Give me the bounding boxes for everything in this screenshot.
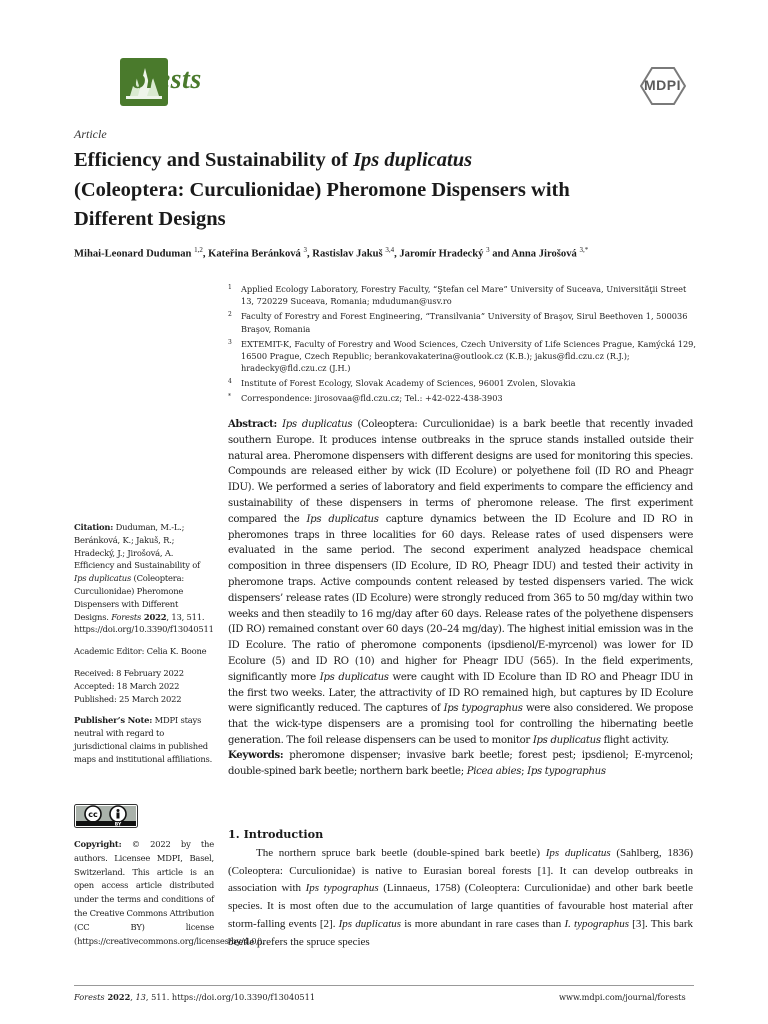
footer-divider [74, 985, 694, 986]
species-name: Ips duplicatus [545, 847, 611, 859]
footer-volume: , 13 [130, 992, 146, 1002]
title-species: Ips duplicatus [353, 149, 473, 171]
abstract-text: were also considered. We propose that the wick-type dispensers are a promising tool for controlling the hibernating beetle generation. The foil release dispensers can be used to monitor [228, 703, 693, 746]
abstract [228, 417, 693, 749]
abstract-text: (Coleoptera: Curculionidae) is a bark beetle that recently invaded southern Europe. It produces intense outbreaks in the spruce stands installed outside their natural area. Pheromone dispensers with different designs are used for monitoring this species. Compounds are released either by wick (ID Ecolure) or polyethene foil (ID RO and Pheagr IDU). We performed a series of laboratory and field experiments to compare the efficiency and sustainability of these dispensers in terms of pheromone release. The first experiment compared the [228, 419, 693, 525]
copyright-text: © 2022 by the authors. Licensee MDPI, Basel, Switzerland. This article is an open access article distributed under the terms and conditions of the Creative Commons Attribution (CC BY) license (https://creativecommons.org/licenses/by/4.0/). [74, 839, 265, 946]
journal-name: forests [122, 64, 202, 95]
affiliation-item [228, 283, 698, 308]
species-name: Ips typographus [305, 882, 379, 895]
affiliation-number: * [228, 393, 231, 401]
correspondence-item [228, 392, 698, 404]
academic-editor: Academic Editor: Celia K. Boone [74, 646, 207, 657]
body-text: (Linnaeus, 1758) (Coleoptera: Curculionidae) and other bark beetle species. It is most often due to the accumulation of large quantities of favourable host material after storm-falling events [2]. [228, 882, 693, 930]
author-affiliation-mark: 3 [486, 246, 490, 254]
author-name[interactable]: Jaromír Hradecký [399, 248, 484, 260]
title-part-1: Efficiency and Sustainability of [74, 149, 354, 171]
publisher-note-text: MDPI stays neutral with regard to jurisdictional claims in published maps and institutional affiliations. [74, 715, 213, 764]
citation-doi[interactable]: , 13, 511. https://doi.org/10.3390/f13040511 [74, 611, 214, 635]
affiliation-text: Faculty of Forestry and Forest Engineering, “Transilvania” University of Braşov, Sirul Beethoven 1, 500036 Braşov, Romania [241, 311, 688, 334]
copyright-label: Copyright: [74, 839, 122, 849]
title-part-2: (Coleoptera: Curculionidae) Pheromone Dispensers with [74, 178, 570, 201]
citation-text: Duduman, M.-L.; Beránková, K.; Jakuš, R.; Hradecký, J.; Jirošová, A. Efficiency and Sustainability of [74, 522, 200, 571]
body-text: is more abundant in rare cases than [401, 917, 565, 930]
species-name: Ips duplicatus [282, 419, 353, 430]
author-affiliation-mark: 3 [303, 246, 307, 254]
svg-text:cc: cc [88, 810, 98, 819]
author-name[interactable]: Rastislav Jakuš [312, 248, 383, 260]
species-name: Ips duplicatus [338, 917, 402, 930]
citation-journal: Forests [111, 611, 142, 622]
keywords-separator: ; [521, 765, 528, 777]
species-name: Ips duplicatus [532, 734, 601, 746]
citation-year: 2022 [141, 611, 167, 622]
affiliation-item [228, 310, 698, 335]
species-name: Ips duplicatus [74, 573, 132, 584]
footer-doi[interactable]: , 511. https://doi.org/10.3390/f13040511 [145, 992, 316, 1002]
received-date: Received: 8 February 2022 [74, 667, 184, 678]
species-name: I. typographus [564, 917, 630, 930]
paragraph [228, 845, 693, 951]
correspondence-text: Correspondence: jirosovaa@fld.czu.cz; Tel.: +42-022-438-3903 [241, 393, 503, 404]
affiliation-text: EXTEMIT-K, Faculty of Forestry and Wood Sciences, Czech University of Life Sciences Prague, Kamýcká 129, 16500 Prague, Czech Republic; berankovakaterina@outlook.cz (K.B.); jakus@fld.czu.cz (R.J.); hradecky@fld.czu.cz (J.H.) [241, 338, 696, 374]
species-name: Ips typographus [527, 765, 606, 777]
abstract-text: capture dynamics between the ID Ecolure and ID RO in pheromones traps in three localities for 60 days. Release rates of used dispensers were evaluated in the same period. The second experiment analyzed headspace chemical composition in three dispensers (ID Ecolure, ID RO, Pheagr IDU) and tested their activity in pheromone traps. Active compounds content released by tested dispensers varied. The wick dispensers’ release rates (ID Ecolure) were strongly reduced from 365 to 50 mg/day within two weeks and then steadily to 16 mg/day after 60 days. Release rates of the polyethene dispensers (ID RO) remained constant over 60 days (20–24 mg/day). The highest initial emission was in the ID Ecolure. The ratio of pheromone components (ipsdienol/E-myrcenol) was lower for ID Ecolure (5) and ID RO (10) and higher for Pheagr IDU (565). In the field experiments, significantly more [228, 513, 693, 683]
cc-badge-label: BY [114, 822, 122, 828]
affiliation-number: 3 [228, 338, 232, 346]
species-name: Ips typographus [443, 703, 523, 715]
citation-block [74, 521, 214, 636]
abstract-text: were caught with ID Ecolure than ID RO and Pheagr IDU in the first two weeks. Later, the attractivity of ID RO remained high, but captures by ID Ecolure were significantly reduced. The captures of [228, 671, 693, 715]
copyright-notice [74, 838, 265, 948]
keywords-label: Keywords: [228, 750, 284, 761]
mdpi-logo [640, 66, 686, 111]
accepted-date: Accepted: 18 March 2022 [74, 680, 180, 691]
species-name: Picea abies [466, 765, 522, 777]
species-name: Ips duplicatus [306, 513, 379, 525]
author-name[interactable]: Anna Jirošová [511, 248, 577, 260]
abstract-label: Abstract: [228, 419, 277, 430]
body-text: (Sahlberg, 1836) (Coleoptera: Curculionidae) is native to Eurasian boreal forests [1]. It can develop outbreaks in association with [228, 847, 693, 895]
keywords [228, 748, 693, 780]
title-part-3: Different Designs [74, 208, 226, 230]
author-affiliation-mark: 1,2 [194, 246, 203, 254]
species-name: Ips duplicatus [319, 671, 389, 683]
publisher-note-label: Publisher’s Note: [74, 715, 153, 726]
keywords-text: pheromone dispenser; invasive bark beetle; forest pest; ipsdienol; E-myrcenol; double-spined bark beetle; northern bark beetle; [228, 750, 693, 777]
article-type: Article [74, 127, 107, 141]
body-text: The northern spruce bark beetle (double-spined bark beetle) [256, 847, 546, 859]
affiliation-text: Institute of Forest Ecology, Slovak Academy of Sciences, 96001 Zvolen, Slovakia [241, 378, 576, 389]
author-list: Mihai-Leonard Duduman $^{1,2}$, Kateřina Beránková $^3$, Rastislav Jakuš $^{3,4}$, Jaromír Hradecký $^3$ and Anna Jirošová $^{3,*}$ [74, 246, 589, 260]
footer-year: 2022 [104, 992, 131, 1002]
publisher-name: MDPI [644, 77, 681, 93]
affiliation-number: 2 [228, 311, 232, 319]
published-date: Published: 25 March 2022 [74, 693, 182, 704]
publisher-note [74, 714, 214, 765]
author-affiliation-mark: 3,* [579, 246, 589, 254]
affiliation-item [228, 338, 698, 375]
author-affiliation-mark: 3,4 [385, 246, 395, 254]
article-sidebar [74, 521, 214, 775]
footer-journal-url[interactable]: www.mdpi.com/journal/forests [559, 992, 686, 1002]
section-heading: 1. Introduction [228, 827, 324, 841]
abstract-text: flight activity. [600, 734, 669, 746]
cc-by-license-icon[interactable] [74, 804, 138, 828]
article-title [74, 146, 694, 235]
affiliation-item [228, 377, 698, 389]
footer-citation [74, 992, 315, 1002]
author-name[interactable]: Kateřina Beránková [208, 248, 301, 260]
dates-block [74, 667, 214, 705]
affiliation-number: 4 [228, 378, 232, 386]
citation-text: (Coleoptera: Curculionidae) Pheromone Dispensers with Different Designs. [74, 573, 185, 622]
introduction-body [228, 845, 693, 951]
author-name[interactable]: Mihai-Leonard Duduman [74, 248, 192, 260]
affiliations [228, 283, 698, 407]
footer-journal: Forests [74, 992, 105, 1002]
citation-label: Citation: [74, 522, 114, 532]
affiliation-number: 1 [228, 284, 232, 291]
affiliation-text: Applied Ecology Laboratory, Forestry Faculty, “Ştefan cel Mare” University of Suceava, Universităţii Street 13, 720229 Suceava, Romania; mduduman@usv.ro [241, 284, 687, 307]
body-text: [3]. This bark beetle prefers the spruce species [228, 917, 693, 948]
